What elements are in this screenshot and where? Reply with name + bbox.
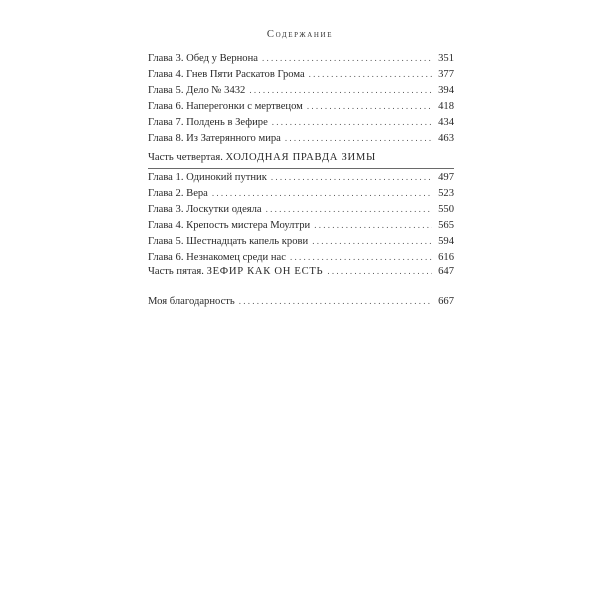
entry-title: Глава 6. Незнакомец среди нас [148,252,286,263]
toc-entry [148,66,454,82]
toc-entry [148,114,454,130]
entry-title: Глава 3. Лоскутки одеяла [148,204,262,215]
leader-dots [327,263,432,279]
toc-entry [148,217,454,233]
part-five-name: ЗЕФИР КАК ОН ЕСТЬ [206,266,324,277]
toc-entry [148,82,454,98]
entry-page: 594 [438,236,454,247]
entry-page: 418 [438,101,454,112]
leader-dots [271,169,432,185]
part-four-prefix: Часть четвертая. [148,152,223,163]
part-four-section [148,150,454,265]
entry-page: 565 [438,220,454,231]
toc-entry [148,185,454,201]
leader-dots [309,66,432,82]
entry-title: Глава 6. Наперегонки с мертвецом [148,101,303,112]
part-five-section [148,263,454,279]
part-four-name: ХОЛОДНАЯ ПРАВДА ЗИМЫ [225,152,376,163]
toc-entry [148,50,454,66]
entry-title: Глава 7. Полдень в Зефире [148,117,268,128]
entry-page: 351 [438,53,454,64]
leader-dots [285,130,432,146]
part-five-prefix: Часть пятая. [148,266,204,277]
part-four-title [148,150,454,166]
leader-dots [249,82,432,98]
entry-page: 550 [438,204,454,215]
entry-page: 377 [438,69,454,80]
entry-title: Глава 8. Из Затерянного мира [148,133,281,144]
entry-page: 394 [438,85,454,96]
entry-page: 523 [438,188,454,199]
acknowledgements-section [148,293,454,309]
toc-entry [148,293,454,309]
leader-dots [212,185,432,201]
entry-page: 616 [438,252,454,263]
toc-entry [148,233,454,249]
entry-title: Глава 3. Обед у Вернона [148,53,258,64]
entry-title: Глава 5. Дело № 3432 [148,85,246,96]
toc-entry [148,263,454,279]
part-five-title [148,264,327,280]
page-header: Содержание [266,29,334,40]
toc-group-1 [148,50,454,146]
entry-page: 497 [438,172,454,183]
toc-entry [148,98,454,114]
toc-entry [148,130,454,146]
entry-page: 647 [438,266,454,277]
entry-title: Глава 1. Одинокий путник [148,172,267,183]
leader-dots [312,233,432,249]
toc-entry [148,201,454,217]
leader-dots [262,50,432,66]
entry-title: Глава 4. Гнев Пяти Раскатов Грома [148,69,305,80]
entry-title: Моя благодарность [148,296,235,307]
entry-page: 463 [438,133,454,144]
leader-dots [266,201,432,217]
entry-title: Глава 2. Вера [148,188,208,199]
entry-page: 667 [438,296,454,307]
leader-dots [239,293,432,309]
leader-dots [272,114,432,130]
leader-dots [307,98,432,114]
entry-title: Глава 4. Крепость мистера Моултри [148,220,311,231]
entry-page: 434 [438,117,454,128]
leader-dots [314,217,432,233]
toc-entry [148,169,454,185]
entry-title: Глава 5. Шестнадцать капель крови [148,236,309,247]
